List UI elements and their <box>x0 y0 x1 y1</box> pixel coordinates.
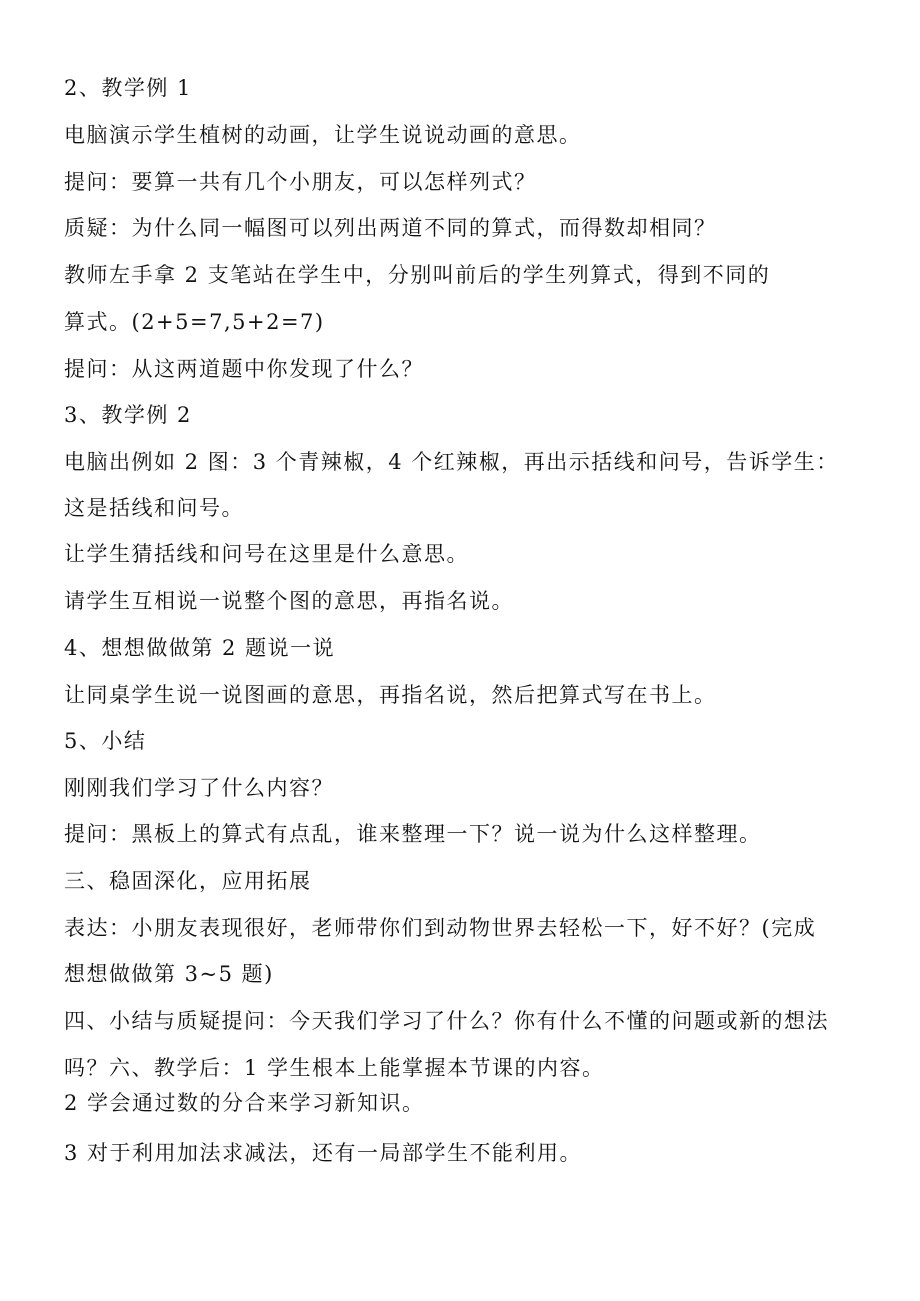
text-line: 电脑出例如 2 图：3 个青辣椒，4 个红辣椒，再出示括线和问号，告诉学生： <box>64 450 839 474</box>
text-line: 让学生猜括线和问号在这里是什么意思。 <box>64 542 469 566</box>
text-line: 提问：黑板上的算式有点乱，谁来整理一下？说一说为什么这样整理。 <box>64 822 762 846</box>
text-line: 这是括线和问号。 <box>64 496 244 520</box>
text-line: 3、教学例 2 <box>64 403 192 427</box>
text-line: 质疑：为什么同一幅图可以列出两道不同的算式，而得数却相同？ <box>64 216 717 240</box>
text-line: 教师左手拿 2 支笔站在学生中，分别叫前后的学生列算式，得到不同的 <box>64 263 771 287</box>
text-line: 算式。(2+5=7,5+2=7) <box>64 310 325 334</box>
text-line: 表达：小朋友表现很好，老师带你们到动物世界去轻松一下，好不好？(完成 <box>64 916 817 940</box>
text-line: 三、稳固深化，应用拓展 <box>64 869 312 893</box>
text-line: 想想做做第 3~5 题) <box>64 962 274 986</box>
text-line: 让同桌学生说一说图画的意思，再指名说，然后把算式写在书上。 <box>64 683 717 707</box>
text-line: 2 学会通过数的分合来学习新知识。 <box>64 1091 425 1115</box>
text-line: 请学生互相说一说整个图的意思，再指名说。 <box>64 589 514 613</box>
text-line: 提问：从这两道题中你发现了什么？ <box>64 357 424 381</box>
text-line: 5、小结 <box>64 729 147 753</box>
text-line: 吗？六、教学后：1 学生根本上能掌握本节课的内容。 <box>64 1056 605 1080</box>
text-line: 电脑演示学生植树的动画，让学生说说动画的意思。 <box>64 123 582 147</box>
text-line: 2、教学例 1 <box>64 76 192 100</box>
text-line: 提问：要算一共有几个小朋友，可以怎样列式？ <box>64 170 537 194</box>
text-line: 3 对于利用加法求减法，还有一局部学生不能利用。 <box>64 1141 583 1165</box>
text-line: 四、小结与质疑提问：今天我们学习了什么？你有什么不懂的问题或新的想法 <box>64 1009 829 1033</box>
text-line: 刚刚我们学习了什么内容？ <box>64 776 334 800</box>
text-line: 4、想想做做第 2 题说一说 <box>64 636 336 660</box>
